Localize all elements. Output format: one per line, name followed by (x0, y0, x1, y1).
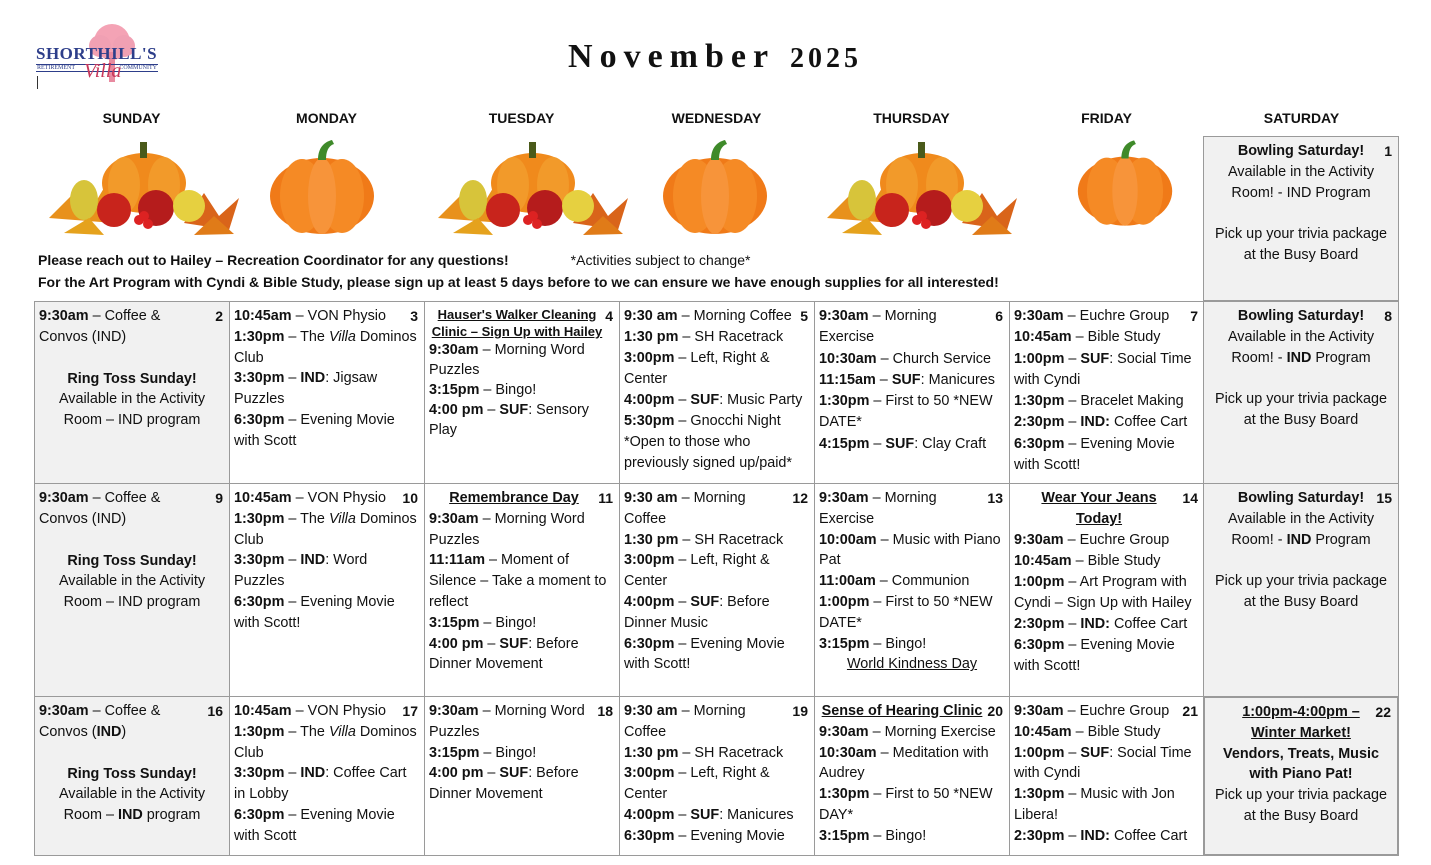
logo-villa: Villa (84, 60, 122, 82)
calendar-day-1: 1 Bowling Saturday! Available in the Activity Room! - IND Program Pick up your trivia package at the Busy Board (1203, 136, 1399, 301)
day-header-tuesday: TUESDAY (488, 110, 555, 126)
calendar-day-13: 13 9:30am – Morning Exercise 10:00am – Music with Piano Pat 11:00am – Communion 1:00pm – First to 50 *NEW DATE* 3:15pm – Bingo! World Kindness Day (814, 483, 1010, 697)
calendar-day-16: 16 9:30am – Coffee & Convos (IND) Ring Toss Sunday! Available in the Activity Room – IND program (34, 696, 230, 856)
calendar-day-18: 18 9:30am – Morning Word Puzzles 3:15pm – Bingo! 4:00 pm – SUF: Before Dinner Movement (424, 696, 620, 856)
signup-note: For the Art Program with Cyndi & Bible Study, please sign up at least 5 days before to we can ensure we have enough supplies for all interested! (38, 274, 999, 290)
calendar-day-6: 6 9:30am – Morning Exercise 10:30am – Church Service 11:15am – SUF: Manicures 1:30pm – First to 50 *NEW DATE* 4:15pm – SUF: Clay Craft (814, 301, 1010, 484)
day-number: 1 (1384, 143, 1392, 159)
pumpkin-cluster-icon (822, 138, 1018, 238)
calendar-day-9: 9 9:30am – Coffee & Convos (IND) Ring Toss Sunday! Available in the Activity Room – IND program (34, 483, 230, 697)
pumpkin-cluster-icon (433, 138, 629, 238)
day-header-monday: MONDAY (296, 110, 357, 126)
page-title: November 2025 (568, 38, 862, 75)
day-header-wednesday: WEDNESDAY (671, 110, 762, 126)
contact-note: Please reach out to Hailey – Recreation Coordinator for any questions! *Activities subject to change* (38, 252, 751, 268)
pumpkin-icon (661, 138, 769, 236)
day-header-thursday: THURSDAY (873, 110, 950, 126)
calendar-day-3: 3 10:45am – VON Physio 1:30pm – The Villa Dominos Club 3:30pm – IND: Jigsaw Puzzles 6:30pm – Evening Movie with Scott (229, 301, 425, 484)
event-headline: Bowling Saturday! (1237, 143, 1365, 159)
calendar-day-2: 2 9:30am – Coffee & Convos (IND) Ring Toss Sunday! Available in the Activity Room – IND program (34, 301, 230, 484)
calendar-day-17: 17 10:45am – VON Physio 1:30pm – The Villa Dominos Club 3:30pm – IND: Coffee Cart in Lobby 6:30pm – Evening Movie with Scott (229, 696, 425, 856)
calendar-day-5: 5 9:30 am – Morning Coffee 1:30 pm – SH Racetrack 3:00pm – Left, Right & Center 4:00pm – SUF: Music Party 5:30pm – Gnocchi Night *Open to those who previously signed up/paid* (619, 301, 815, 484)
day-header-saturday: SATURDAY (1263, 110, 1340, 126)
calendar-day-12: 12 9:30 am – Morning Coffee 1:30 pm – SH Racetrack 3:00pm – Left, Right & Center 4:00pm – SUF: Before Dinner Music 6:30pm – Evening Movie with Scott! (619, 483, 815, 697)
calendar-day-19: 19 9:30 am – Morning Coffee 1:30 pm – SH Racetrack 3:00pm – Left, Right & Center 4:00pm – SUF: Manicures 6:30pm – Evening Movie (619, 696, 815, 856)
calendar-day-14: 14 Wear Your Jeans Today! 9:30am – Euchre Group 10:45am – Bible Study 1:00pm – Art Program with Cyndi – Sign Up with Hailey 2:30pm – IND: Coffee Cart 6:30pm – Evening Movie with Scott! (1009, 483, 1205, 697)
calendar-day-15: 15 Bowling Saturday! Available in the Activity Room! - IND Program Pick up your trivia package at the Busy Board (1203, 483, 1399, 697)
pumpkin-icon (268, 138, 376, 236)
calendar-day-7: 7 9:30am – Euchre Group 10:45am – Bible Study 1:00pm – SUF: Social Time with Cyndi 1:30pm – Bracelet Making 2:30pm – IND: Coffee Cart 6:30pm – Evening Movie with Scott! (1009, 301, 1205, 484)
logo-subtitle: RETIREMENT COMMUNITY (37, 65, 157, 71)
calendar-day-22: 22 1:00pm-4:00pm – Winter Market! Vendors, Treats, Music with Piano Pat! Pick up your trivia package at the Busy Board (1203, 696, 1399, 856)
calendar-day-10: 10 10:45am – VON Physio 1:30pm – The Villa Dominos Club 3:30pm – IND: Word Puzzles 6:30pm – Evening Movie with Scott! (229, 483, 425, 697)
pumpkin-cluster-icon (44, 138, 240, 238)
calendar-day-20: 20 Sense of Hearing Clinic 9:30am – Morning Exercise 10:30am – Meditation with Audrey 1:30pm – First to 50 *NEW DAY* 3:15pm – Bingo! (814, 696, 1010, 856)
pumpkin-icon (1076, 138, 1174, 228)
calendar-day-8: 8 Bowling Saturday! Available in the Activity Room! - IND Program Pick up your trivia package at the Busy Board (1203, 301, 1399, 484)
day-header-friday: FRIDAY (1081, 110, 1132, 126)
calendar-day-21: 21 9:30am – Euchre Group 10:45am – Bible Study 1:00pm – SUF: Social Time with Cyndi 1:30pm – Music with Jon Libera! 2:30pm – IND: Coffee Cart (1009, 696, 1205, 856)
calendar-day-11: 11 Remembrance Day 9:30am – Morning Word Puzzles 11:11am – Moment of Silence – Take a moment to reflect 3:15pm – Bingo! 4:00 pm – SUF: Before Dinner Movement (424, 483, 620, 697)
logo (36, 22, 160, 94)
text-cursor (37, 76, 38, 89)
logo-name: SHORTHILL'S (36, 44, 158, 63)
day-header-sunday: SUNDAY (102, 110, 161, 126)
calendar-day-4: 4 Hauser's Walker Cleaning Clinic – Sign Up with Hailey 9:30am – Morning Word Puzzles 3:15pm – Bingo! 4:00 pm – SUF: Sensory Play (424, 301, 620, 484)
